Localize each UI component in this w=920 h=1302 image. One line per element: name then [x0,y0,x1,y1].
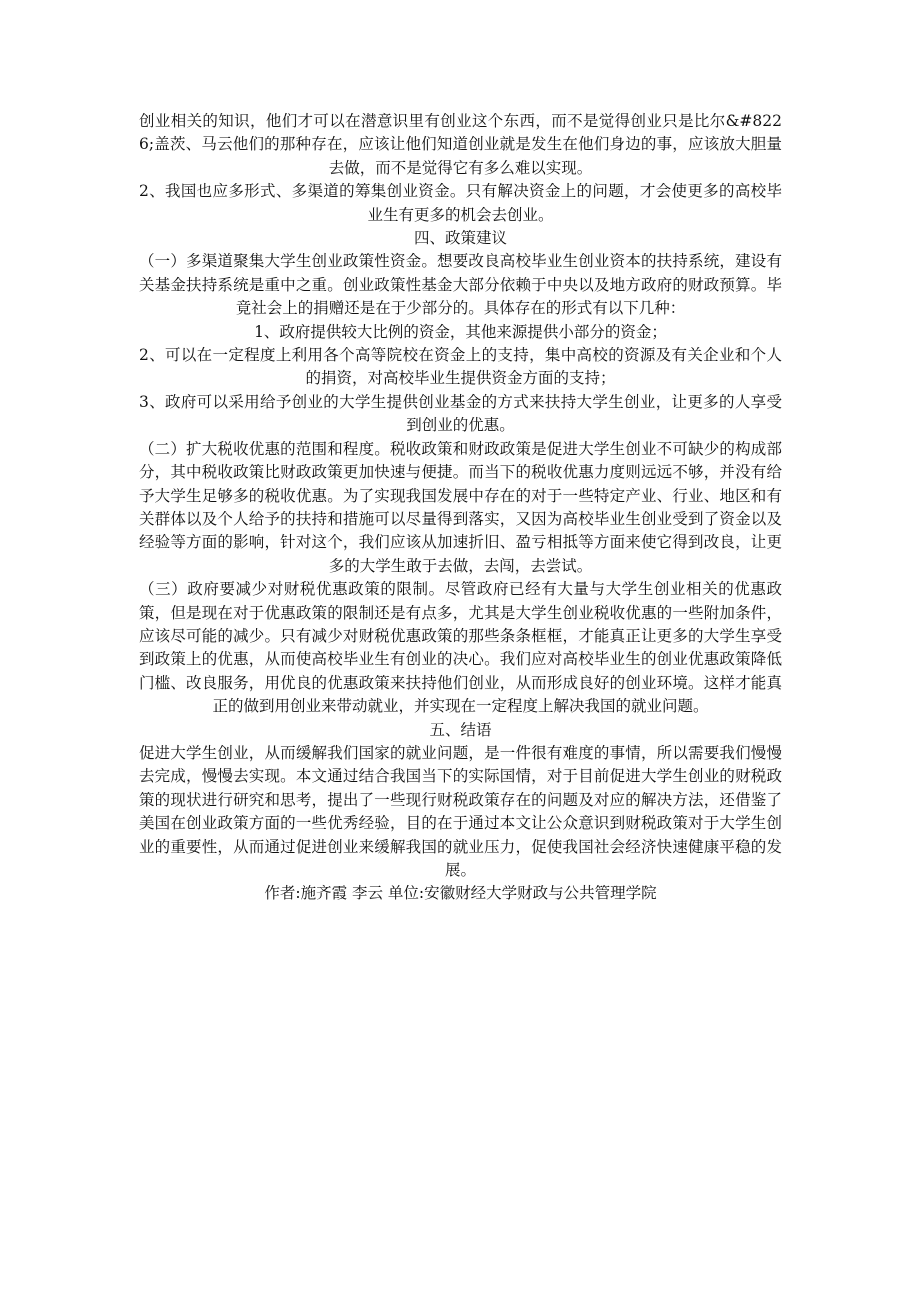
author-byline: 作者:施齐霞 李云 单位:安徽财经大学财政与公共管理学院 [264,884,657,903]
paragraph-knowledge: 创业相关的知识，他们才可以在潜意识里有创业这个东西，而不是觉得创业只是比尔&#8226;盖茨、马云他们的那种存在，应该让他们知道创业就是发生在他们身边的事，应该放大胆量去做，而不是觉得它有多么难以实现。 [139,112,782,177]
document-body [139,110,782,906]
list-item-3: 3、政府可以采用给予创业的大学生提供创业基金的方式来扶持大学生创业，让更多的人享受到创业的优惠。 [139,392,782,435]
paragraph-policy-3: （三）政府要减少对财税优惠政策的限制。尽管政府已经有大量与大学生创业相关的优惠政策，但是现在对于优惠政策的限制还是有点多，尤其是大学生创业税收优惠的一些附加条件，应该尽可能的减少。只有减少对财税优惠政策的那些条条框框，才能真正让更多的大学生享受到政策上的优惠，从而使高校毕业生有创业的决心。我们应对高校毕业生的创业优惠政策降低门槛、改良服务，用优良的优惠政策来扶持他们创业，从而形成良好的创业环境。这样才能真正的做到用创业来带动就业，并实现在一定程度上解决我国的就业问题。 [139,580,782,716]
list-item-2: 2、可以在一定程度上利用各个高等院校在资金上的支持，集中高校的资源及有关企业和个人的捐资，对高校毕业生提供资金方面的支持； [139,346,782,388]
section-heading-conclusion: 五、结语 [429,720,492,739]
paragraph-policy-1: （一）多渠道聚集大学生创业政策性资金。想要改良高校毕业生创业资本的扶持系统，建设有关基金扶持系统是重中之重。创业政策性基金大部分依赖于中央以及地方政府的财政预算。毕竟社会上的捐赠还是在于少部分的。具体存在的形式有以下几种： [139,252,782,318]
section-heading-policy: 四、政策建议 [413,229,507,248]
paragraph-policy-2: （二）扩大税收优惠的范围和程度。税收政策和财政政策是促进大学生创业不可缺少的构成部分，其中税收政策比财政政策更加快速与便捷。而当下的税收优惠力度则远远不够，并没有给予大学生足够多的税收优惠。为了实现我国发展中存在的对于一些特定产业、行业、地区和有关群体以及个人给予的扶持和措施可以尽量得到落实，又因为高校毕业生创业受到了资金以及经验等方面的影响，针对这个，我们应该从加速折旧、盈亏相抵等方面来使它得到改良，让更多的大学生敢于去做，去闯，去尝试。 [139,439,782,575]
list-item-1: 1、政府提供较大比例的资金，其他来源提供小部分的资金； [254,322,667,341]
paragraph-funding: 2、我国也应多形式、多渠道的筹集创业资金。只有解决资金上的问题，才会使更多的高校毕业生有更多的机会去创业。 [139,182,782,224]
paragraph-conclusion: 促进大学生创业，从而缓解我们国家的就业问题，是一件很有难度的事情，所以需要我们慢慢去完成，慢慢去实现。本文通过结合我国当下的实际国情，对于目前促进大学生创业的财税政策的现状进行研究和思考，提出了一些现行财税政策存在的问题及对应的解决方法，还借鉴了美国在创业政策方面的一些优秀经验，目的在于通过本文让公众意识到财税政策对于大学生创业的重要性，从而通过促进创业来缓解我国的就业压力，促使我国社会经济快速健康平稳的发展。 [139,743,782,879]
